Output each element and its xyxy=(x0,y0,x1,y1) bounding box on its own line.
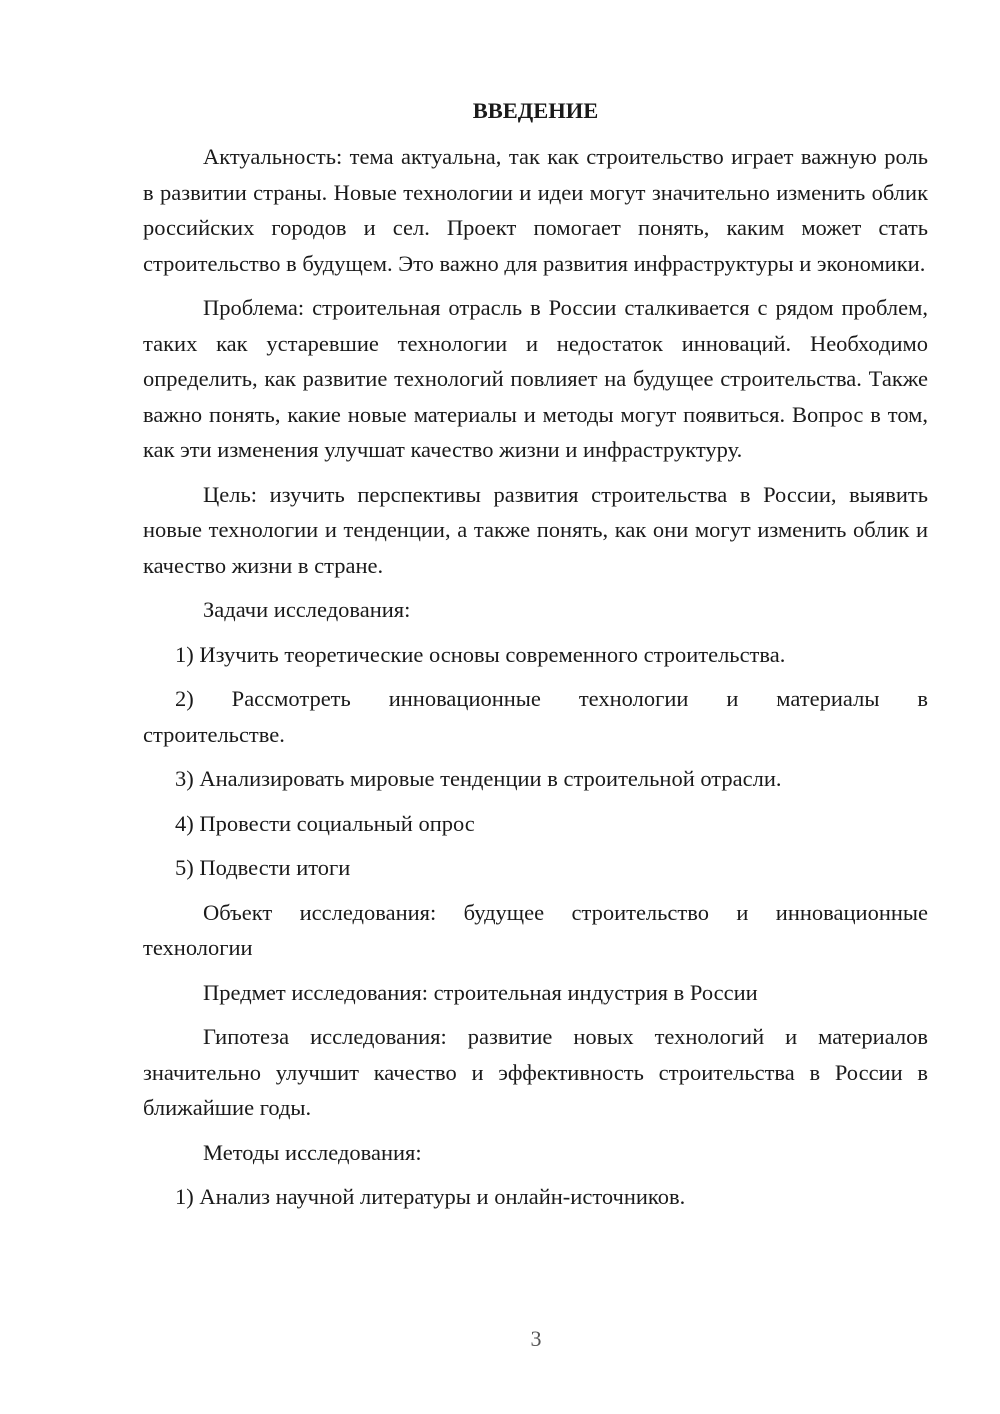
task-item-3: 3) Анализировать мировые тенденции в строительной отрасли. xyxy=(175,766,782,791)
page-number: 3 xyxy=(530,1326,542,1351)
task-item-4: 4) Провести социальный опрос xyxy=(175,810,475,836)
task-item-2-continuation: строительстве. xyxy=(143,721,285,747)
task-item-2: 2) Рассмотреть инновационные технологии и материалы в xyxy=(175,686,928,711)
method-item-1: 1) Анализ научной литературы и онлайн-источников. xyxy=(175,1184,686,1209)
task-item-1: 1) Изучить теоретические основы современного строительства. xyxy=(175,641,786,667)
problem-paragraph: Проблема: строительная отрасль в России сталкивается с рядом проблем, таких как устаревшие технологии и недостаток инноваций. Необходимо определить, как развитие технологий повлияет на будущее строительства. Также важно понять, какие новые материалы и методы могут появиться. Вопрос в том, как эти изменения улучшат качество жизни и инфраструктуру. xyxy=(143,295,928,462)
subject-paragraph: Предмет исследования: строительная индустрия в России xyxy=(203,979,758,1005)
methods-heading: Методы исследования: xyxy=(203,1139,422,1165)
hypothesis-paragraph: Гипотеза исследования: развитие новых технологий и материалов значительно улучшит качество и эффективность строительства в России в ближайшие годы. xyxy=(143,1024,928,1120)
goal-paragraph: Цель: изучить перспективы развития строительства в России, выявить новые технологии и тенденции, а также понять, как они могут изменить облик и качество жизни в стране. xyxy=(143,481,928,578)
tasks-heading: Задачи исследования: xyxy=(203,597,411,622)
page-title: ВВЕДЕНИЕ xyxy=(472,98,599,123)
document-page xyxy=(143,93,928,1224)
task-item-5: 5) Подвести итоги xyxy=(175,855,351,880)
relevance-paragraph: Актуальность: тема актуальна, так как строительство играет важную роль в развитии страны. Новые технологии и идеи могут значительно изменить облик российских городов и сел. Проект помогает понять, каким может стать строительство в будущем. Это важно для развития инфраструктуры и экономики. xyxy=(143,144,928,276)
object-paragraph: Объект исследования: будущее строительство и инновационные технологии xyxy=(143,899,928,960)
